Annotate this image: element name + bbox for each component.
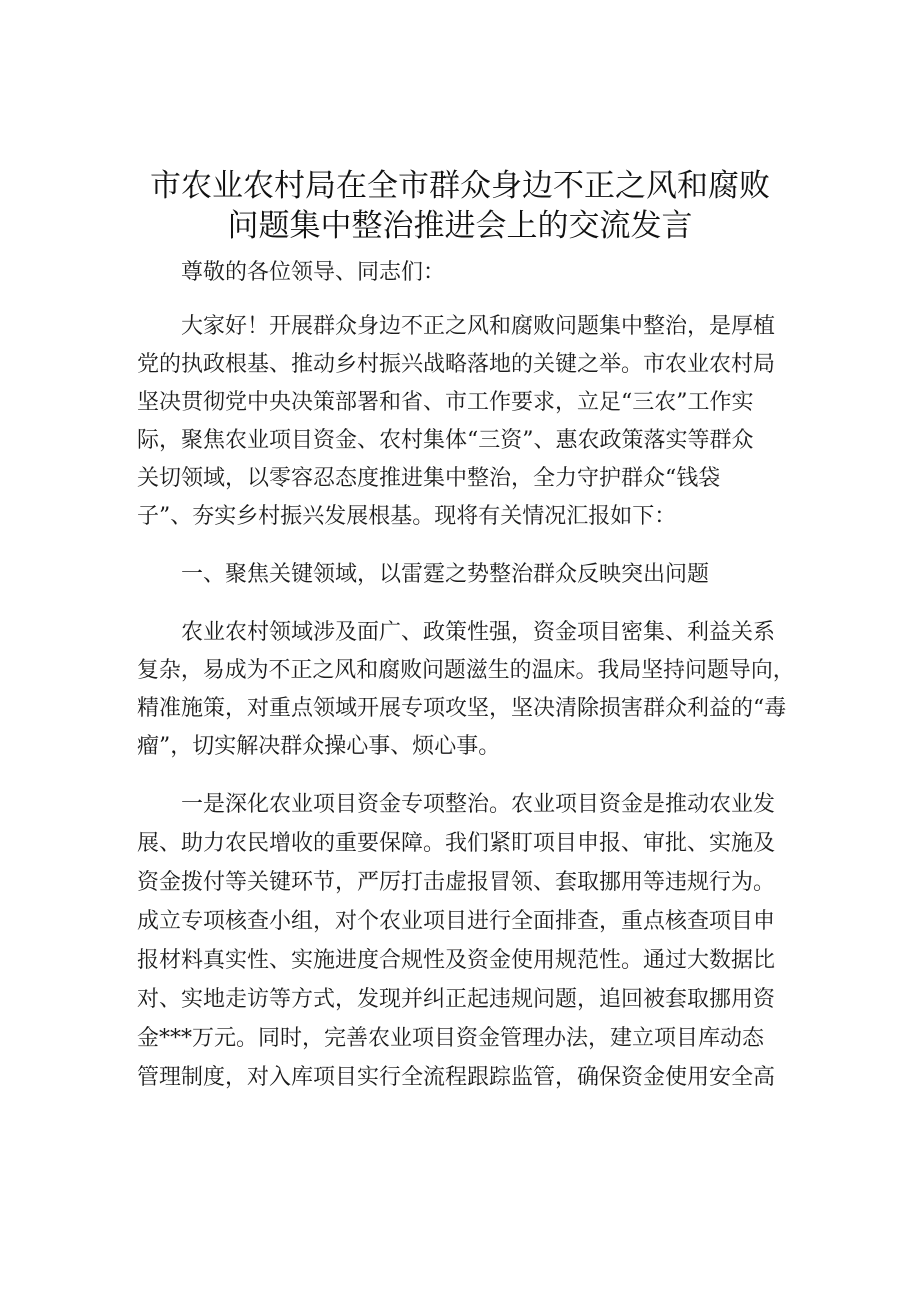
paragraph-line: 大家好！开展群众身边不正之风和腐败问题集中整治，是厚植 (181, 314, 776, 339)
paragraph-line: 对、实地走访等方式，发现并纠正起违规问题，追回被套取挪用资 (137, 987, 776, 1012)
paragraph-line: 农业农村领域涉及面广、政策性强，资金项目密集、利益关系 (181, 620, 776, 645)
paragraph-line: 金***万元。同时，完善农业项目资金管理办法，建立项目库动态 (137, 1026, 765, 1051)
paragraph-line: 关切领域，以零容忍态度推进集中整治，全力守护群众“钱袋 (137, 466, 721, 491)
paragraph-line: 资金拨付等关键环节，严厉打击虚报冒领、套取挪用等违规行为。 (137, 870, 776, 895)
salutation: 尊敬的各位领导、同志们： (181, 260, 446, 285)
paragraph-line: 展、助力农民增收的重要保障。我们紧盯项目申报、审批、实施及 (137, 831, 776, 856)
paragraph-line: 党的执政根基、推动乡村振兴战略落地的关键之举。市农业农村局 (137, 352, 776, 377)
paragraph-line: 子”、夯实乡村振兴发展根基。现将有关情况汇报如下： (137, 504, 677, 529)
section-heading: 一、聚焦关键领域，以雷霆之势整治群众反映突出问题 (181, 562, 710, 587)
paragraph-line: 坚决贯彻党中央决策部署和省、市工作要求，立足“三农”工作实 (137, 390, 754, 415)
paragraph-line: 管理制度，对入库项目实行全流程跟踪监管，确保资金使用安全高 (137, 1065, 776, 1090)
document-title-line-2: 问题集中整治推进会上的交流发言 (227, 208, 693, 244)
paragraph-line: 成立专项核查小组，对个农业项目进行全面排查，重点核查项目申 (137, 909, 776, 934)
paragraph-line: 瘤”，切实解决群众操心事、烦心事。 (137, 734, 501, 759)
document-title-line-1: 市农业农村局在全市群众身边不正之风和腐败 (150, 168, 770, 204)
paragraph-line: 精准施策，对重点领域开展专项攻坚，坚决清除损害群众利益的“毒 (137, 696, 787, 721)
paragraph-line: 一是深化农业项目资金专项整治。农业项目资金是推动农业发 (181, 792, 776, 817)
paragraph-line: 报材料真实性、实施进度合规性及资金使用规范性。通过大数据比 (137, 948, 776, 973)
paragraph-line: 复杂，易成为不正之风和腐败问题滋生的温床。我局坚持问题导向， (137, 658, 795, 683)
paragraph-line: 际，聚焦农业项目资金、农村集体“三资”、惠农政策落实等群众 (137, 428, 754, 453)
